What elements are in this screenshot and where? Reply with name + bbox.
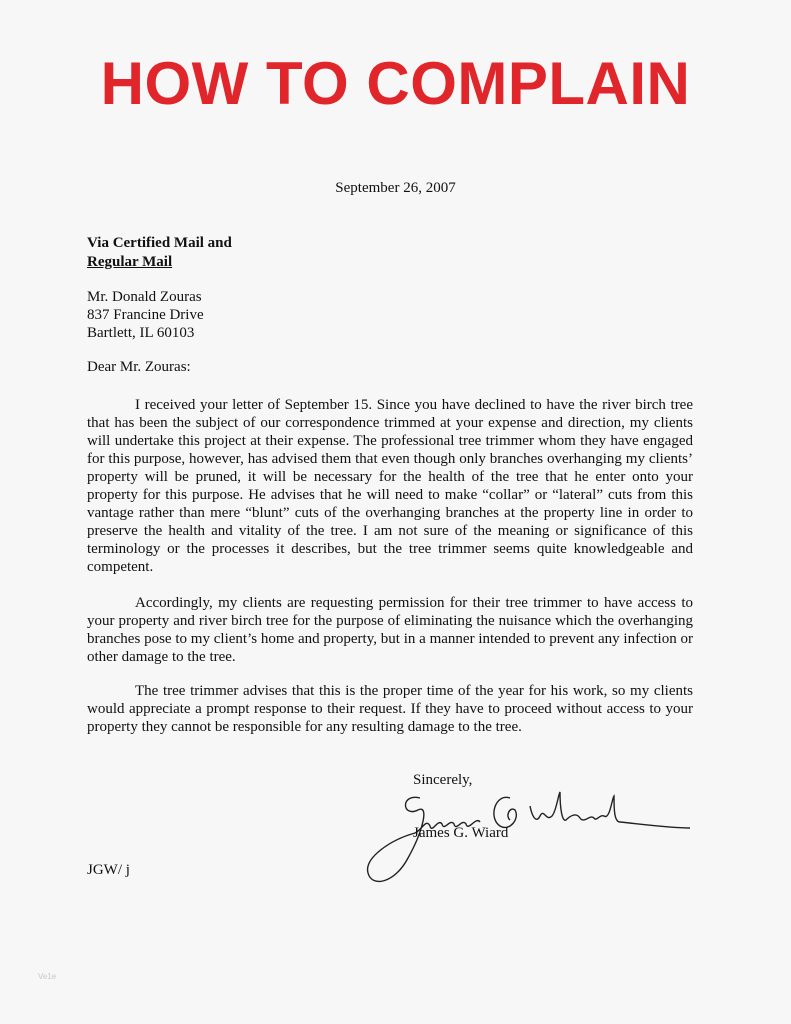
recipient-address (87, 288, 204, 342)
delivery-line-2: Regular Mail (87, 254, 173, 270)
delivery-method (87, 234, 232, 272)
recipient-street: 837 Francine Drive (87, 307, 204, 323)
body-paragraph-3: The tree trimmer advises that this is the proper time of the year for his work, so my clients would appreciate a prompt response to their request. If they have to proceed without access to your property they cannot be responsible for any resulting damage to the tree. (87, 683, 693, 735)
watermark-text: Ve1e (38, 972, 57, 981)
delivery-line-1: Via Certified Mail and (87, 235, 232, 251)
letter-date: September 26, 2007 (335, 180, 456, 196)
handwritten-signature (360, 778, 700, 898)
page-title: HOW TO COMPLAIN (100, 50, 691, 117)
signer-name: James G. Wiard (413, 825, 509, 841)
body-paragraph-1: I received your letter of September 15. Since you have declined to have the river birch tree that has been the subject of our correspondence trimmed at your expense and direction, my clients will undertake this project at their expense. The professional tree trimmer whom they have engaged for this purpose, however, has advised them that even though only branches overhanging my clients’ property will be pruned, it will be necessary for the health of the tree that he enter onto your property for this purpose. He advises that he will need to make “collar” or “lateral” cuts from this vantage rather than mere “blunt” cuts of the overhanging branches at the property line in order to preserve the health and vitality of the tree. I am not sure of the meaning or significance of this terminology or the processes it describes, but the tree trimmer seems quite knowledgeable and competent. (87, 397, 693, 575)
reference-initials: JGW/ j (87, 862, 130, 878)
recipient-name: Mr. Donald Zouras (87, 289, 202, 305)
closing: Sincerely, (413, 772, 473, 788)
body-paragraph-2: Accordingly, my clients are requesting permission for their tree trimmer to have access to your property and river birch tree for the purpose of eliminating the nuisance which the overhanging branches pose to my client’s home and property, but in a manner intended to prevent any infection or other damage to the tree. (87, 595, 693, 665)
salutation: Dear Mr. Zouras: (87, 359, 191, 375)
recipient-city: Bartlett, IL 60103 (87, 325, 195, 341)
